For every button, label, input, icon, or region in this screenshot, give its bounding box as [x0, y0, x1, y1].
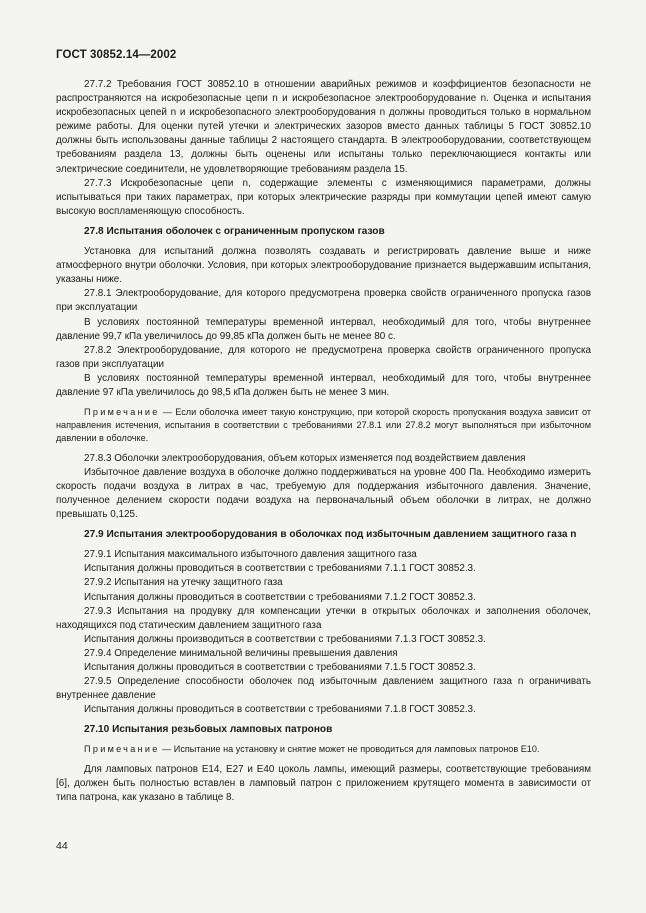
paragraph-27-8-1: 27.8.1 Электрооборудование, для которого предусмотрена проверка свойств ограниченного пропуска газов при эксплуатации [56, 288, 591, 314]
section-heading-27-8: 27.8 Испытания оболочек с ограниченным пропуском газов [84, 225, 385, 237]
paragraph-27-7-2: 27.7.2 Требования ГОСТ 30852.10 в отношении аварийных режимов и коэффициентов безопасности не распространяются на искробезопасные цепи n и искробезопасное электрооборудование n. Оценка и испытания искробезопасных цепей n и искробезопасного электрооборудования n должны проводиться только в нормальном режиме работы. Для оценки путей утечки и электрических зазоров вместо данных таблицы 5 ГОСТ 30852.10 должны быть использованы данные таблицы 2 настоящего стандарта. В электрооборудовании, соответствующем требованиям раздела 13, должны быть оценены или испытаны только переключающиеся контакты или электрические соединители, не удовлетворяющие требованиям раздела 15. [56, 79, 591, 175]
note-label: Примечание [84, 407, 160, 418]
note-27-8 [56, 406, 591, 446]
paragraph-27-8-3-text: Избыточное давление воздуха в оболочке должно поддерживаться на уровне 400 Па. Необходимо измерить скорость подачи воздуха в литрах в час, требуемую для поддержания избыточного давления. Значение, полученное делением скорости подачи воздуха на первоначальный объем оболочки в литрах, не должно превышать 0,125. [56, 466, 591, 521]
page-number: 44 [56, 840, 68, 852]
paragraph-27-9-1-text: Испытания должны проводиться в соответствии с требованиями 7.1.1 ГОСТ 30852.3. [84, 563, 476, 575]
note-text: — Испытание на установку и снятие может не проводиться для ламповых патронов Е10. [159, 744, 540, 755]
document-body [56, 78, 591, 805]
paragraph-27-9-4-text: Испытания должны проводиться в соответствии с требованиями 7.1.5 ГОСТ 30852.3. [84, 661, 476, 673]
paragraph-27-9-3: 27.9.3 Испытания на продувку для компенсации утечки в открытых оболочках и заполнения оболочек, находящихся под статическим давлением защитного газа [56, 605, 591, 631]
paragraph-27-9-2: 27.9.2 Испытания на утечку защитного газа [84, 577, 283, 589]
paragraph-27-7-3: 27.7.3 Искробезопасные цепи n, содержащие элементы с изменяющимися параметрами, должны испытываться при таких параметрах, при которых электрические разряды при коммутации цепей имеют самую высокую воспламеняющую способность. [56, 177, 591, 217]
section-heading-27-10: 27.10 Испытания резьбовых ламповых патронов [84, 724, 333, 736]
paragraph-27-8-3: 27.8.3 Оболочки электрооборудования, объем которых изменяется под воздействием давления [84, 452, 526, 464]
section-heading-27-9: 27.9 Испытания электрооборудования в оболочках под избыточным давлением защитного газа n [84, 529, 577, 541]
note-text: — Если оболочка имеет такую конструкцию, при которой скорость пропускания воздуха зависит от направления истечения, испытания в соответствии с требованиями 27.8.1 или 27.8.2 могут выполняться при избыточном давлении в оболочке. [56, 407, 591, 444]
note-label: Примечание [84, 744, 160, 755]
paragraph-27-9-5-text: Испытания должны проводиться в соответствии с требованиями 7.1.8 ГОСТ 30852.3. [84, 704, 476, 716]
note-27-10 [56, 743, 591, 756]
paragraph-27-8-2-text: В условиях постоянной температуры временной интервал, необходимый для того, чтобы внутреннее давление 97 кПа увеличилось до 98,5 кПа должен быть не менее 3 мин. [56, 372, 591, 398]
paragraph-27-8-2: 27.8.2 Электрооборудование, для которого не предусмотрена проверка свойств ограниченного пропуска газов при эксплуатации [56, 344, 591, 370]
paragraph-27-9-5: 27.9.5 Определение способности оболочек под избыточным давлением защитного газа n ограничивать внутреннее давление [56, 676, 591, 702]
paragraph-27-8-1-text: В условиях постоянной температуры временной интервал, необходимый для того, чтобы внутреннее давление 99,7 кПа увеличилось до 99,85 кПа должен быть не менее 80 с. [56, 316, 591, 342]
paragraph-27-9-3-text: Испытания должны производиться в соответствии с требованиями 7.1.3 ГОСТ 30852.3. [84, 633, 486, 645]
paragraph-27-9-2-text: Испытания должны проводиться в соответствии с требованиями 7.1.2 ГОСТ 30852.3. [84, 591, 476, 603]
paragraph-27-8-intro: Установка для испытаний должна позволять создавать и регистрировать давление выше и ниже атмосферного внутри оболочки. Условия, при которых электрооборудование признается выдержавшим испытания, указаны ниже. [56, 246, 591, 286]
document-header: ГОСТ 30852.14—2002 [56, 49, 177, 61]
paragraph-27-9-1: 27.9.1 Испытания максимального избыточного давления защитного газа [84, 549, 417, 561]
paragraph-27-10-text: Для ламповых патронов Е14, Е27 и Е40 цоколь лампы, имеющий размеры, соответствующие требованиям [6], должен быть полностью вставлен в ламповый патрон с приложением крутящего момента в зависимости от типа патрона, как указано в таблице 8. [56, 763, 591, 803]
paragraph-27-9-4: 27.9.4 Определение минимальной величины превышения давления [84, 647, 398, 659]
